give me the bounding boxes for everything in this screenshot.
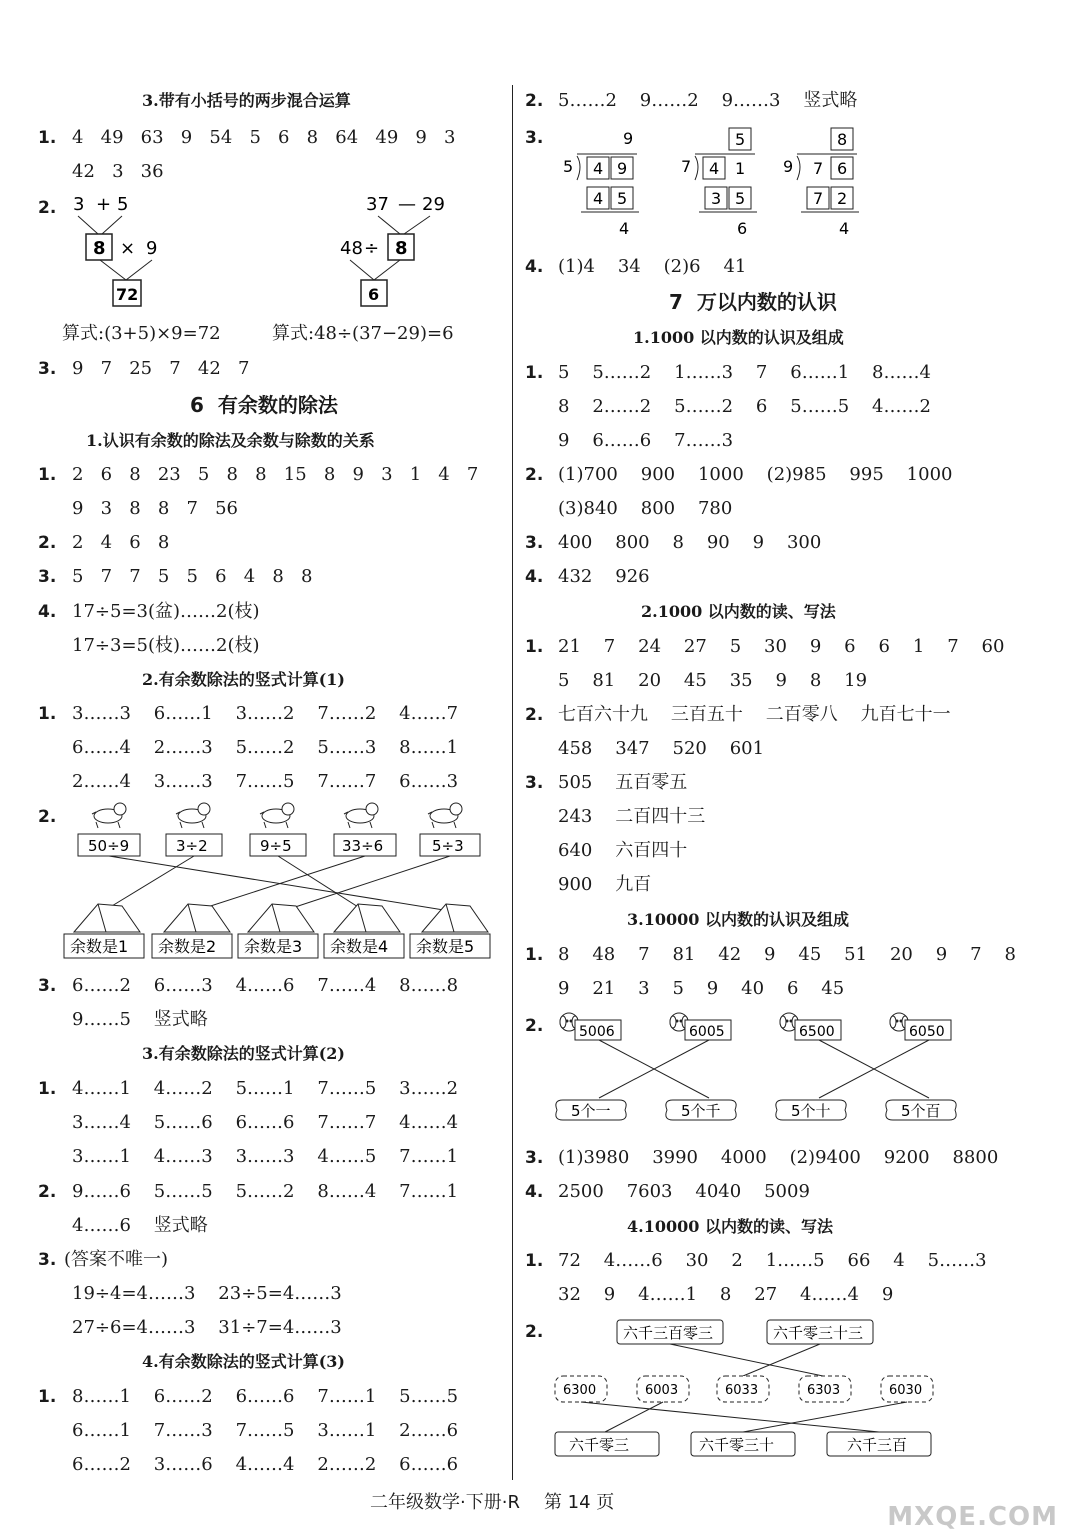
question-number: 3.	[525, 1148, 544, 1168]
question-number: 2.	[38, 807, 57, 827]
tree1-c: 9	[146, 238, 158, 259]
number-word-matching-diagram	[551, 1312, 951, 1472]
formula: 算式:(3+5)×9=72	[62, 323, 221, 344]
div1-product-1: 4	[593, 189, 604, 208]
question-number: 1.	[38, 128, 57, 148]
chapter-title: 7 万以内数的认识	[669, 290, 837, 314]
answer-line: 4……6 竖式略	[72, 1215, 208, 1236]
answer-line: 21 7 24 27 5 30 9 6 6 1 7 60	[558, 636, 1005, 657]
place-value-matching-diagram	[551, 1008, 971, 1132]
right-column	[515, 0, 1066, 1536]
word-bottom-2: 六千零三十	[699, 1436, 775, 1454]
question-number: 2.	[38, 533, 57, 553]
div1-remainder: 4	[619, 219, 630, 238]
answer-line: 32 9 4……1 8 27 4……4 9	[558, 1284, 894, 1305]
tree2-op1: —	[398, 194, 416, 215]
answer-line: 2 6 8 23 5 8 8 15 8 9 3 1 4 7	[72, 464, 479, 485]
calc-tree-diagram	[60, 192, 490, 312]
answer-line: 458 347 520 601	[558, 738, 765, 759]
answer-line: 8……1 6……2 6……6 7……1 5……5	[72, 1386, 459, 1407]
tree1-res: 72	[116, 285, 139, 304]
answer-line: 3……3 6……1 3……2 7……2 4……7	[72, 703, 459, 724]
long-division-diagrams	[555, 124, 915, 242]
match-top-3: 9÷5	[260, 837, 292, 855]
question-number: 1.	[38, 1387, 57, 1407]
question-number: 2.	[525, 1016, 544, 1036]
answer-line: 2500 7603 4040 5009	[558, 1181, 810, 1202]
section-title: 2.1000 以内数的读、写法	[641, 602, 836, 621]
pv-top-2: 6005	[689, 1024, 725, 1040]
question-number: 3.	[38, 567, 57, 587]
div2-dividend-1: 4	[709, 159, 720, 178]
tree1-op2: ×	[120, 238, 136, 259]
answer-line: 9 3 8 8 7 56	[72, 498, 238, 519]
left-column	[0, 0, 510, 1536]
section-title: 3.带有小括号的两步混合运算	[142, 91, 351, 110]
question-number: 1.	[525, 637, 544, 657]
watermark: MXQE.COM	[887, 1502, 1058, 1532]
section-title: 3.10000 以内数的认识及组成	[627, 910, 849, 929]
div1-dividend-1: 4	[593, 159, 604, 178]
answer-line: 6……4 2……3 5……2 5……3 8……1	[72, 737, 459, 758]
answer-line: 640 六百四十	[558, 840, 688, 861]
answer-line: 17÷5=3(盆)……2(枝)	[72, 601, 260, 622]
div3-product-1: 7	[813, 189, 824, 208]
answer-line: 5 7 7 5 5 6 4 8 8	[72, 566, 313, 587]
tree2-res: 6	[368, 285, 380, 304]
answer-line: 2 4 6 8	[72, 532, 170, 553]
answer-line: 5……2 9……2 9……3 竖式略	[558, 90, 858, 111]
match-bottom-5: 余数是5	[416, 937, 475, 956]
question-number: 3.	[525, 128, 544, 148]
div1-divisor: 5	[563, 157, 574, 176]
question-number: 4.	[38, 602, 57, 622]
dog-icons	[92, 803, 462, 828]
column-divider	[512, 85, 513, 1480]
page-footer	[370, 1488, 614, 1514]
question-number: 2.	[525, 91, 544, 111]
answer-line: 243 二百四十三	[558, 806, 706, 827]
answer-line: 9 7 25 7 42 7	[72, 358, 250, 379]
div2-quotient: 5	[735, 130, 746, 149]
answer-line: 4 49 63 9 54 5 6 8 64 49 9 3	[72, 127, 456, 148]
num-mid-5: 6030	[889, 1383, 923, 1398]
tent-icons	[74, 904, 488, 932]
div1-product-2: 5	[617, 189, 628, 208]
question-number: 2.	[38, 1182, 57, 1202]
num-mid-1: 6300	[563, 1383, 597, 1398]
tree2-a: 37	[366, 194, 389, 215]
word-top-2: 六千零三十三	[773, 1324, 864, 1342]
footer-text: 二年级数学·下册·R	[370, 1492, 520, 1513]
answer-line: 8 2……2 5……2 6 5……5 4……2	[558, 396, 931, 417]
tree1-b: 5	[117, 194, 129, 215]
answer-line: 5 5……2 1……3 7 6……1 8……4	[558, 362, 931, 383]
match-top-1: 50÷9	[88, 837, 130, 855]
word-bottom-1: 六千零三	[569, 1436, 630, 1454]
section-title: 3.有余数除法的竖式计算(2)	[142, 1044, 345, 1063]
question-number: 2.	[525, 705, 544, 725]
answer-line: 七百六十九 三百五十 二百零八 九百七十一	[558, 704, 951, 725]
num-mid-2: 6003	[645, 1383, 679, 1398]
chapter-title: 6 有余数的除法	[190, 393, 338, 417]
section-title: 4.10000 以内数的读、写法	[627, 1217, 833, 1236]
answer-line: 72 4……6 30 2 1……5 66 4 5……3	[558, 1250, 987, 1271]
answer-line: 505 五百零五	[558, 772, 688, 793]
pv-bottom-1: 5个一	[571, 1102, 611, 1120]
formula: 算式:48÷(37−29)=6	[272, 323, 454, 344]
num-mid-3: 6033	[725, 1383, 759, 1398]
answer-line: (答案不唯一)	[64, 1249, 169, 1270]
question-number: 1.	[38, 1079, 57, 1099]
answer-line: 9 6……6 7……3	[558, 430, 734, 451]
answer-line: 3……4 5……6 6……6 7……7 4……4	[72, 1112, 459, 1133]
pv-bottom-3: 5个十	[791, 1102, 831, 1120]
tree1-mid: 8	[93, 238, 106, 259]
answer-line: 2……4 3……3 7……5 7……7 6……3	[72, 771, 459, 792]
num-mid-4: 6303	[807, 1383, 841, 1398]
answer-line: 9……6 5……5 5……2 8……4 7……1	[72, 1181, 459, 1202]
question-number: 3.	[38, 1250, 57, 1270]
answer-line: (3)840 800 780	[558, 498, 733, 519]
question-number: 4.	[525, 257, 544, 277]
answer-line: 900 九百	[558, 874, 652, 895]
match-top-5: 5÷3	[432, 837, 464, 855]
answer-line: 19÷4=4……3 23÷5=4……3	[72, 1283, 342, 1304]
match-top-2: 3÷2	[176, 837, 208, 855]
question-number: 3.	[38, 359, 57, 379]
match-bottom-3: 余数是3	[244, 937, 303, 956]
question-number: 4.	[525, 1182, 544, 1202]
div3-dividend-2: 6	[837, 159, 848, 178]
div3-product-2: 2	[837, 189, 848, 208]
answer-line: 42 3 36	[72, 161, 164, 182]
match-bottom-2: 余数是2	[158, 937, 217, 956]
answer-line: 432 926	[558, 566, 650, 587]
tree2-mid: 8	[395, 238, 408, 259]
tree2-b: 29	[422, 194, 445, 215]
bone-icons	[556, 1100, 956, 1120]
tree1-a: 3	[73, 194, 85, 215]
div3-dividend-1: 7	[813, 159, 824, 178]
question-number: 1.	[525, 1251, 544, 1271]
section-title: 2.有余数除法的竖式计算(1)	[142, 670, 345, 689]
answer-line: 4……1 4……2 5……1 7……5 3……2	[72, 1078, 459, 1099]
question-number: 3.	[525, 773, 544, 793]
pv-bottom-4: 5个百	[901, 1102, 941, 1120]
question-number: 1.	[525, 363, 544, 383]
section-title: 4.有余数除法的竖式计算(3)	[142, 1352, 345, 1371]
question-number: 4.	[525, 567, 544, 587]
answer-line: 9……5 竖式略	[72, 1009, 208, 1030]
pv-top-4: 6050	[909, 1024, 945, 1040]
pv-top-1: 5006	[579, 1024, 615, 1040]
answer-line: 6……1 7……3 7……5 3……1 2……6	[72, 1420, 459, 1441]
answer-line: 6……2 6……3 4……6 7……4 8……8	[72, 975, 459, 996]
pv-top-3: 6500	[799, 1024, 835, 1040]
word-top-1: 六千三百零三	[623, 1324, 714, 1342]
div3-remainder: 4	[839, 219, 850, 238]
match-top-4: 33÷6	[342, 837, 384, 855]
div2-remainder: 6	[737, 219, 748, 238]
question-number: 2.	[525, 465, 544, 485]
answer-line: 400 800 8 90 9 300	[558, 532, 822, 553]
tree2-c: 48	[340, 238, 363, 259]
div2-product-1: 3	[711, 189, 722, 208]
question-number: 3.	[38, 976, 57, 996]
remainder-matching-diagram	[60, 800, 500, 965]
pv-bottom-2: 5个千	[681, 1102, 721, 1120]
word-bottom-3: 六千三百	[847, 1436, 908, 1454]
div1-quotient: 9	[623, 129, 634, 148]
answer-line: 9 21 3 5 9 40 6 45	[558, 978, 845, 999]
answer-line: (1)700 900 1000 (2)985 995 1000	[558, 464, 953, 485]
div1-dividend-2: 9	[617, 159, 628, 178]
question-number: 1.	[38, 704, 57, 724]
answer-line: 17÷3=5(枝)……2(枝)	[72, 635, 260, 656]
div3-divisor: 9	[783, 157, 794, 176]
match-bottom-4: 余数是4	[330, 937, 389, 956]
question-number: 2.	[38, 198, 57, 218]
question-number: 3.	[525, 533, 544, 553]
match-bottom-1: 余数是1	[70, 937, 129, 956]
tree2-op2: ÷	[364, 238, 380, 259]
question-number: 1.	[38, 465, 57, 485]
answer-line: 8 48 7 81 42 9 45 51 20 9 7 8	[558, 944, 1016, 965]
question-number: 2.	[525, 1322, 544, 1342]
answer-line: 6……2 3……6 4……4 2……2 6……6	[72, 1454, 459, 1475]
page-number: 第 14 页	[543, 1492, 615, 1513]
div2-product-2: 5	[735, 189, 746, 208]
div2-divisor: 7	[681, 157, 692, 176]
div2-dividend-2: 1	[735, 159, 746, 178]
answer-line: (1)3980 3990 4000 (2)9400 9200 8800	[558, 1147, 999, 1168]
section-title: 1.1000 以内数的认识及组成	[633, 328, 844, 347]
question-number: 1.	[525, 945, 544, 965]
answer-line: (1)4 34 (2)6 41	[558, 256, 747, 277]
tree1-op1: +	[96, 194, 112, 215]
answer-line: 27÷6=4……3 31÷7=4……3	[72, 1317, 342, 1338]
answer-line: 3……1 4……3 3……3 4……5 7……1	[72, 1146, 459, 1167]
div3-quotient: 8	[837, 130, 848, 149]
answer-line: 5 81 20 45 35 9 8 19	[558, 670, 868, 691]
section-title: 1.认识有余数的除法及余数与除数的关系	[86, 431, 375, 450]
